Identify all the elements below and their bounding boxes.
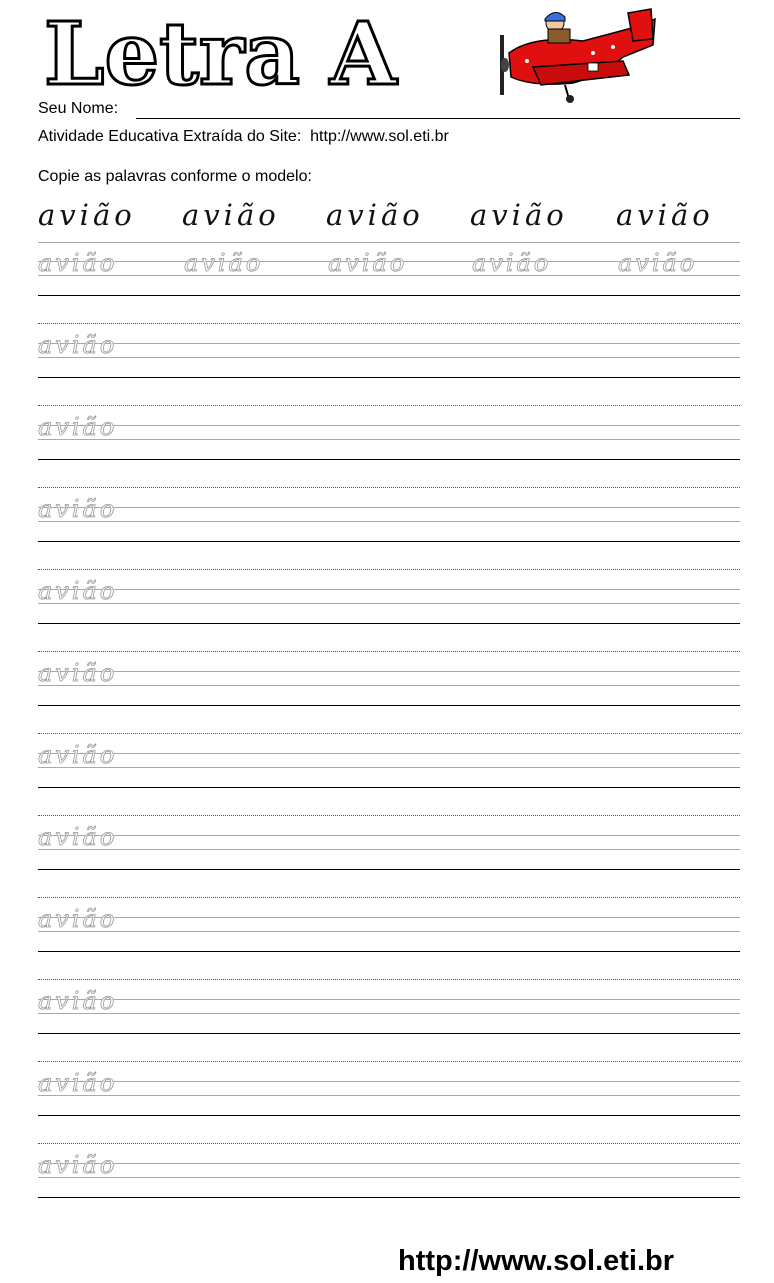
trace-word: avião <box>38 331 118 359</box>
practice-block[interactable] <box>38 405 740 465</box>
practice-block[interactable] <box>38 815 740 875</box>
source-site-text: Atividade Educativa Extraída do Site: http://www.sol.eti.br <box>38 128 449 145</box>
trace-word: avião <box>38 249 118 277</box>
page-title <box>40 4 420 104</box>
page-title-text: Letra A <box>44 4 397 104</box>
model-word: avião <box>470 198 568 232</box>
practice-block[interactable] <box>38 1143 740 1203</box>
model-word: avião <box>182 198 280 232</box>
name-field-row <box>38 97 740 121</box>
practice-block[interactable] <box>38 979 740 1039</box>
trace-word: avião <box>38 577 118 605</box>
trace-word: avião <box>38 1151 118 1179</box>
trace-word: avião <box>328 249 408 277</box>
trace-word: avião <box>38 905 118 933</box>
practice-block[interactable] <box>38 897 740 957</box>
name-label: Seu Nome: <box>38 100 119 117</box>
trace-word: avião <box>38 741 118 769</box>
practice-block[interactable] <box>38 651 740 711</box>
practice-block[interactable] <box>38 733 740 793</box>
footer-url: http://www.sol.eti.br <box>398 1245 675 1277</box>
instruction-text: Copie as palavras conforme o modelo: <box>38 168 312 185</box>
practice-block[interactable] <box>38 323 740 383</box>
model-word: avião <box>326 198 424 232</box>
model-word: avião <box>38 198 136 232</box>
trace-word: avião <box>472 249 552 277</box>
trace-word: avião <box>38 413 118 441</box>
trace-word: avião <box>38 823 118 851</box>
trace-word: avião <box>38 659 118 687</box>
airplane-illustration <box>493 5 658 105</box>
name-write-line[interactable] <box>136 118 740 119</box>
model-word: avião <box>616 198 714 232</box>
first-trace-block[interactable] <box>38 241 740 301</box>
trace-word: avião <box>618 249 698 277</box>
practice-block[interactable] <box>38 569 740 629</box>
trace-word: avião <box>184 249 264 277</box>
trace-word: avião <box>38 495 118 523</box>
practice-block[interactable] <box>38 487 740 547</box>
practice-block[interactable] <box>38 1061 740 1121</box>
trace-word: avião <box>38 1069 118 1097</box>
model-words-row <box>38 198 740 234</box>
trace-word: avião <box>38 987 118 1015</box>
